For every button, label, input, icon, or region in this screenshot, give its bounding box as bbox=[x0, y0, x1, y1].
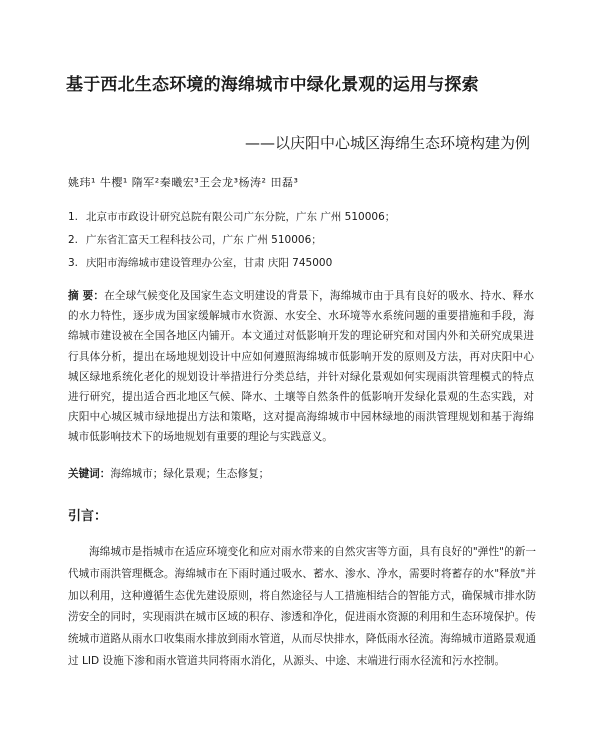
keywords-text: 海绵城市；绿化景观；生态修复； bbox=[110, 468, 270, 480]
intro-heading: 引言： bbox=[68, 509, 108, 524]
affiliation-number: 1. bbox=[68, 211, 79, 223]
affiliation-item bbox=[68, 255, 332, 270]
affiliation-item bbox=[68, 232, 322, 247]
intro-paragraph: 海绵城市是指城市在适应环境变化和应对雨水带来的自然灾害等方面，具有良好的"弹性"的新一代城市雨洪管理概念。海绵城市在下雨时通过吸水、蓄水、渗水、净水，需要时将蓄存的水"释放"并加以利用，这种遵循生态优先建设原则，将自然途径与人工措施相结合的智能方式，确保城市排水防涝安全的同时，实现雨洪在城市区域的积存、渗透和净化，促进雨水资源的利用和生态环境保护。传统城市道路从雨水口收集雨水排放到雨水管道，从而尽快排水，降低雨水径流。海绵城市道路景观通过 LID 设施下渗和雨水管道共同将雨水消化，从源头、中途、末端进行雨水径流和污水控制。 bbox=[68, 546, 536, 667]
affiliation-text: 庆阳市海绵城市建设管理办公室，甘肃 庆阳 745000 bbox=[86, 257, 333, 269]
affiliation-text: 北京市市政设计研究总院有限公司广东分院，广东 广州 510006； bbox=[86, 211, 396, 223]
keywords-label: 关键词： bbox=[68, 468, 111, 480]
affiliation-number: 2. bbox=[68, 234, 79, 246]
affiliation-item bbox=[68, 209, 395, 224]
abstract-text: 在全球气候变化及国家生态文明建设的背景下，海绵城市由于具有良好的吸水、持水、释水的水力特性，逐步成为国家缓解城市水资源、水安全、水环境等水系统问题的重要措施和手段，海绵城市建设被在全国各地区内铺开。本文通过对低影响开发的理论研究和对国内外和关研究成果进行具体分析，提出在场地规划设计中应如何遵照海绵城市低影响开发的原则及方法，再对庆阳中心城区绿地系统化老化的规划设计举措进行分类总结，并针对绿化景观如何实现雨洪管理模式的特点进行研究，提出适合西北地区气候、降水、土壤等自然条件的低影响开发绿化景观的生态实践，对庆阳中心城区城市绿地提出方法和策略，这对提高海绵城市中园林绿地的雨洪管理规划和基于海绵城市低影响技术下的场地规划有重要的理论与实践意义。 bbox=[68, 290, 534, 444]
paper-subtitle: ——以庆阳中心城区海绵生态环境构建为例 bbox=[244, 134, 530, 152]
affiliation-text: 广东省汇富天工程科技公司，广东 广州 510006； bbox=[86, 234, 322, 246]
affiliation-number: 3. bbox=[68, 257, 79, 269]
keywords bbox=[68, 466, 269, 481]
abstract bbox=[68, 286, 534, 448]
author-list: 姚玮¹ 牛樱¹ 隋军²秦曦宏³王会龙³杨涛² 田磊³ bbox=[68, 176, 299, 189]
paper-title: 基于西北生态环境的海绵城市中绿化景观的运用与探索 bbox=[66, 75, 479, 95]
abstract-label: 摘 要： bbox=[68, 290, 105, 302]
